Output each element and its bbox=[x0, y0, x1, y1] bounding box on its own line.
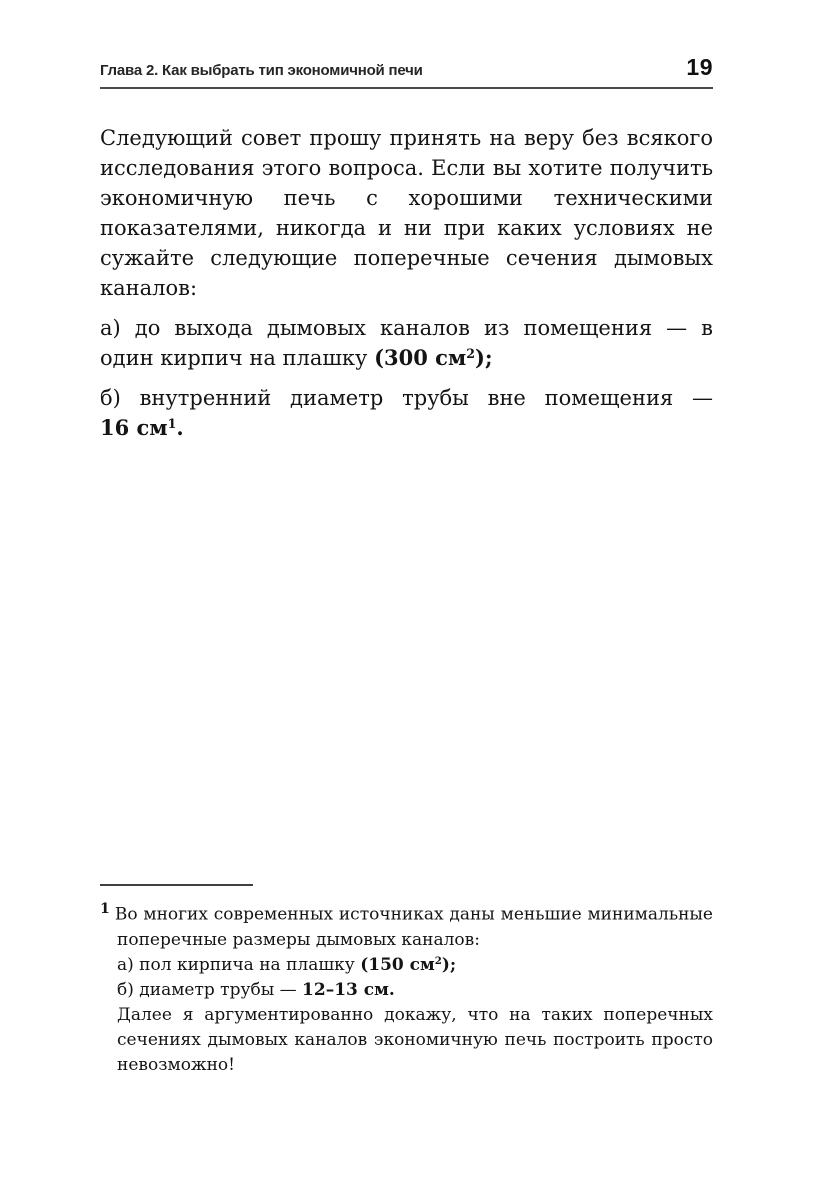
header-rule bbox=[100, 87, 713, 89]
footnote-item-a bbox=[117, 953, 713, 978]
footnote-note bbox=[100, 897, 713, 953]
list-item-b-line1: б) внутренний диаметр трубы вне помещения — bbox=[100, 386, 713, 410]
footnote-item-b-text: б) диаметр трубы — bbox=[117, 979, 303, 1000]
header-row bbox=[100, 54, 713, 81]
list-item-b-value: 16 см bbox=[100, 415, 168, 440]
footnote-reference-mark: 1 bbox=[167, 416, 177, 432]
footnote-item-a-superscript: 2 bbox=[434, 955, 442, 968]
footnote-ref-mark: 1 bbox=[100, 901, 110, 917]
footnote bbox=[100, 884, 713, 1078]
list-item-a-superscript: 2 bbox=[466, 346, 475, 362]
footnote-item-b bbox=[117, 978, 713, 1003]
footnote-conclusion: Далее я аргументированно докажу, что на таких поперечных сечениях дымовых каналов экономичную печь построить просто невозможно! bbox=[117, 1004, 713, 1075]
page-number: 19 bbox=[686, 54, 713, 80]
list-item-b bbox=[100, 383, 713, 443]
footnote-item-b-value: 12–13 см. bbox=[302, 979, 395, 1000]
chapter-title: Глава 2. Как выбрать тип экономичной печи bbox=[100, 62, 423, 79]
footnote-note-text: Во многих современных источниках даны меньшие минимальные поперечные размеры дымовых каналов: bbox=[114, 904, 713, 950]
list-item-a-value-end: ); bbox=[474, 345, 493, 370]
page-body bbox=[100, 123, 713, 453]
list-item-b-value-end: . bbox=[176, 415, 184, 440]
footnote-item-a-text: а) пол кирпича на плашку bbox=[117, 954, 361, 975]
footnote-item-a-value-end: ); bbox=[441, 954, 457, 975]
footnote-item-a-value: (150 см bbox=[360, 954, 435, 975]
footnote-rule bbox=[100, 884, 253, 886]
list-item-a bbox=[100, 313, 713, 373]
paragraph-intro: Следующий совет прошу принять на веру без всякого исследования этого вопроса. Если вы хотите получить экономичную печь с хорошими техническими показателями, никогда и ни при каких условиях не сужайте следующие поперечные сечения дымовых каналов: bbox=[100, 126, 713, 300]
page-header bbox=[100, 54, 713, 89]
list-item-a-value: (300 см bbox=[374, 345, 467, 370]
list-item-a-text: а) до выхода дымовых каналов из помещения — в один кирпич на плашку bbox=[100, 316, 713, 370]
footnote-text bbox=[100, 897, 713, 1078]
list-item-b-line2 bbox=[100, 413, 713, 443]
